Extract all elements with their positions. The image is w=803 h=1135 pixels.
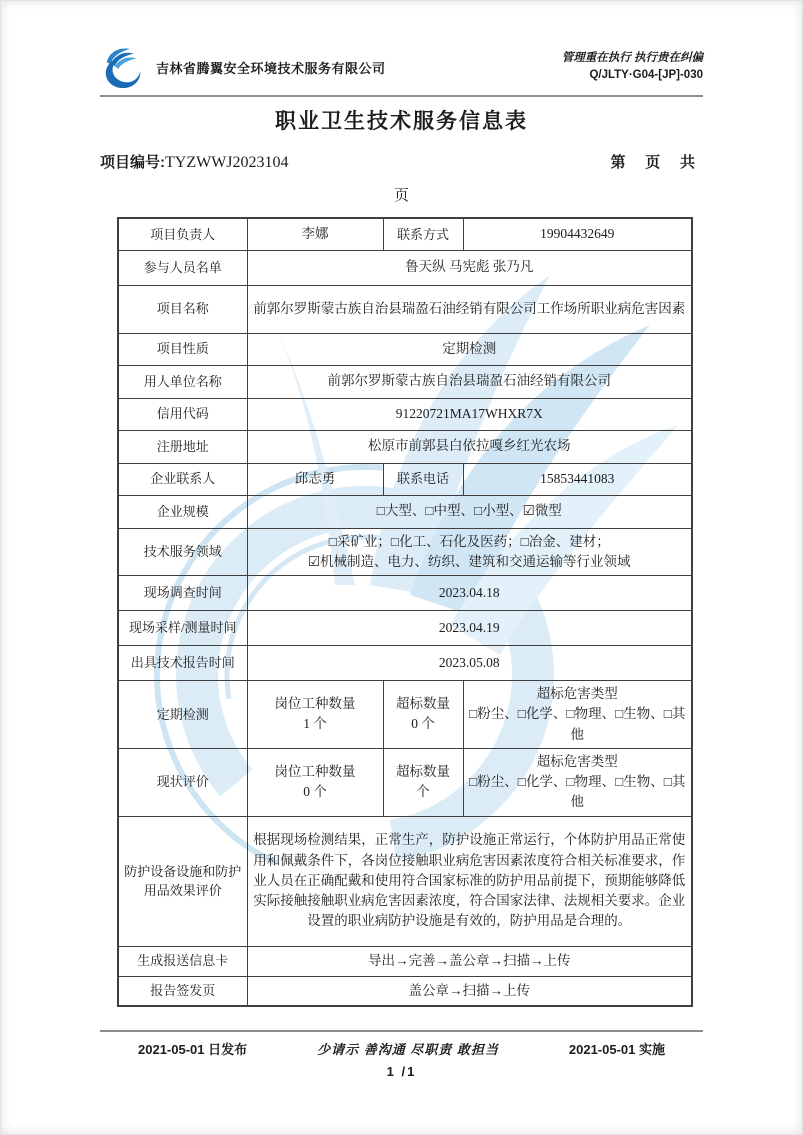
row-company-contact [118,463,692,495]
value-cell: 2023.04.19 [247,611,692,646]
scale-checkboxes: □大型、□中型、□小型、☑微型 [247,495,692,528]
row-survey-date [118,576,692,611]
label-cell: 项目性质 [118,333,247,365]
label-cell: 防护设备设施和防护用品效果评价 [118,816,247,946]
post-count-label: 岗位工种数量 [274,763,356,779]
header-right [562,50,703,85]
page-marker: 第 页 共 [610,155,703,171]
row-company-scale [118,495,692,528]
label-cell: 用人单位名称 [118,365,247,398]
header [100,46,703,88]
company-name: 吉林省腾翼安全环境技术服务有限公司 [156,60,386,76]
form-title: 职业卫生技术服务信息表 [275,110,528,133]
value-cell: 盖公章→扫描→上传 [247,976,692,1006]
label-cell: 企业联系人 [118,463,247,495]
service-field-line2: ☑机械制造、电力、纺织、建筑和交通运输等行业领域 [307,553,631,569]
value-cell: 19904432649 [463,218,692,250]
footer-issued-date: 2021-05-01 日发布 [138,1042,248,1057]
label-cell: 现场调查时间 [118,576,247,611]
value-cell: 前郭尔罗斯蒙古族自治县瑞盈石油经销有限公司工作场所职业病危害因素 [247,285,692,333]
value-cell: 鲁天纵 马宪彪 张乃凡 [247,250,692,285]
row-project-type [118,333,692,365]
value-cell: 2023.05.08 [247,646,692,681]
label-cell: 现场采样/测量时间 [118,611,247,646]
company-logo-icon [100,46,148,88]
hazard-type-title: 超标危害类型 [536,686,618,701]
footer-motto: 少请示 善沟通 尽职责 敢担当 [317,1042,499,1057]
value-cell: 15853441083 [463,463,692,495]
post-count-label: 岗位工种数量 [274,696,356,712]
over-count-value: 0 个 [411,716,435,732]
project-number-line [100,151,703,172]
value-cell: 定期检测 [247,333,692,365]
label-cell: 联系电话 [383,463,463,495]
label-cell: 出具技术报告时间 [118,646,247,681]
project-number-value: TYZWWJ2023104 [165,154,289,171]
row-report-signing-flow [118,976,692,1006]
footer-implemented-date: 2021-05-01 实施 [568,1042,665,1057]
hazard-type-cell [463,681,692,749]
row-project-leader [118,218,692,250]
over-count-label: 超标数量 [396,763,450,779]
info-table [117,217,693,1007]
service-field-checkboxes [247,528,692,576]
value-cell: 2023.04.18 [247,576,692,611]
label-cell: 参与人员名单 [118,250,247,285]
row-employer-name [118,365,692,398]
evaluation-paragraph: 根据现场检测结果，正常生产，防护设施正常运行，个体防护用品正常使用和佩戴条件下，各岗位接触职业病危害因素浓度符合相关标准要求，作业人员在正确配戴和使用符合国家标准的防护用品前提下，预期能够降低实际接触接触职业病危害因素浓度，符合国家法律、法规相关要求。企业设置的职业病防护设施是有效的，防护用品是合理的。 [247,816,692,946]
hazard-type-checkboxes: □粉尘、□化学、□物理、□生物、□其他 [469,774,686,810]
row-participants [118,250,692,285]
row-credit-code [118,398,692,430]
label-cell: 定期检测 [118,681,247,749]
label-cell: 企业规模 [118,495,247,528]
hazard-type-title: 超标危害类型 [536,753,618,769]
row-status-evaluation [118,748,692,816]
label-cell: 现状评价 [118,748,247,816]
value-cell: 李娜 [247,218,383,250]
row-service-field [118,528,692,576]
hazard-type-cell [463,748,692,816]
header-divider [100,95,703,97]
page-marker-continued: 页 [393,188,409,204]
value-cell: 前郭尔罗斯蒙古族自治县瑞盈石油经销有限公司 [247,365,692,398]
label-cell: 信用代码 [118,398,247,430]
project-number-label: 项目编号: [100,154,165,171]
row-registered-address [118,430,692,463]
post-count-value: 1 个 [303,716,327,732]
row-protection-evaluation [118,816,692,946]
over-count-label: 超标数量 [396,696,450,712]
header-motto: 管理重在执行 执行贵在纠偏 [561,51,703,64]
value-cell: 91220721MA17WHXR7X [247,398,692,430]
over-count-value: 个 [416,784,430,800]
label-cell: 联系方式 [383,218,463,250]
page-content [100,46,703,1007]
service-field-line1: □采矿业；□化工、石化及医药；□冶金、建材； [328,533,610,549]
row-sampling-date [118,611,692,646]
row-report-date [118,646,692,681]
footer [100,1030,703,1079]
post-count-value: 0 个 [303,784,327,800]
label-cell: 技术服务领域 [118,528,247,576]
value-cell: 松原市前郭县白依拉嘎乡红光农场 [247,430,692,463]
hazard-type-checkboxes: □粉尘、□化学、□物理、□生物、□其他 [469,706,686,742]
footer-page-number: 1 /1 [386,1064,417,1079]
label-cell: 注册地址 [118,430,247,463]
value-cell: 邱志勇 [247,463,383,495]
over-count-cell [383,681,463,749]
label-cell: 生成报送信息卡 [118,946,247,976]
post-count-cell [247,748,383,816]
document-code: Q/JLTY·G04-[JP]-030 [589,69,703,81]
row-periodic-detection [118,681,692,749]
value-cell: 导出→完善→盖公章→扫描→上传 [247,946,692,976]
over-count-cell [383,748,463,816]
footer-row [100,1039,703,1058]
post-count-cell [247,681,383,749]
label-cell: 项目名称 [118,285,247,333]
row-project-name [118,285,692,333]
label-cell: 报告签发页 [118,976,247,1006]
label-cell: 项目负责人 [118,218,247,250]
row-report-card-flow [118,946,692,976]
